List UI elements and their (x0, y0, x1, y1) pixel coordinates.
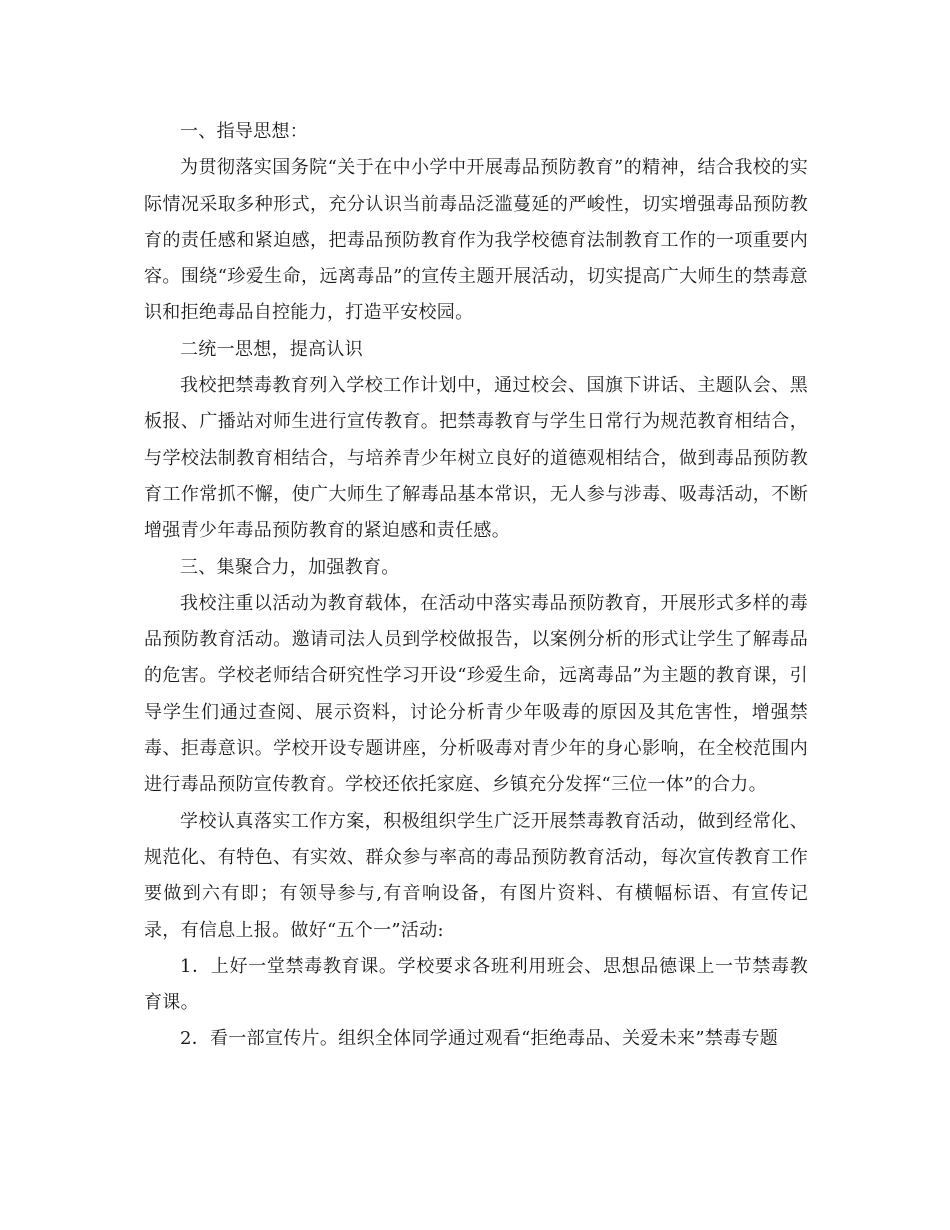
document-body (144, 114, 808, 1058)
paragraph-unify-thinking: 我校把禁毒教育列入学校工作计划中，通过校会、国旗下讲话、主题队会、黑板报、广播站对师生进行宣传教育。把禁毒教育与学生日常行为规范教育相结合，与学校法制教育相结合，与培养青少年树立良好的道德观相结合，做到毒品预防教育工作常抓不懈，使广大师生了解毒品基本常识，无人参与涉毒、吸毒活动，不断增强青少年毒品预防教育的紧迫感和责任感。 (144, 375, 808, 542)
paragraph-activities: 我校注重以活动为教育载体，在活动中落实毒品预防教育，开展形式多样的毒品预防教育活动。邀请司法人员到学校做报告，以案例分析的形式让学生了解毒品的危害。学校老师结合研究性学习开设“珍爱生命，远离毒品”为主题的教育课，引导学生们通过查阅、展示资料，讨论分析青少年吸毒的原因及其危害性，增强禁毒、拒毒意识。学校开设专题讲座，分析吸毒对青少年的身心影响，在全校范围内进行毒品预防宣传教育。学校还依托家庭、乡镇充分发挥“三位一体”的合力。 (144, 592, 808, 796)
paragraph-work-plan: 学校认真落实工作方案，积极组织学生广泛开展禁毒教育活动，做到经常化、规范化、有特色、有实效、群众参与率高的毒品预防教育活动，每次宣传教育工作要做到六有即；有领导参与,有音响设备，有图片资料、有横幅标语、有宣传记录，有信息上报。做好“五个一”活动: (144, 810, 808, 941)
list-item-drug-education-class: 1．上好一堂禁毒教育课。学校要求各班利用班会、思想品德课上一节禁毒教育课。 (144, 955, 808, 1014)
section-heading-guiding-ideology: 一、指导思想： (180, 121, 309, 142)
section-heading-unify-thinking: 二统一思想，提高认识 (180, 338, 363, 360)
paragraph-guiding-ideology: 为贯彻落实国务院“关于在中小学中开展毒品预防教育”的精神，结合我校的实际情况采取多种形式，充分认识当前毒品泛滥蔓延的严峻性，切实增强毒品预防教育的责任感和紧迫感，把毒品预防教育作为我学校德育法制教育工作的一项重要内容。围绕“珍爱生命，远离毒品”的宣传主题开展活动，切实提高广大师生的禁毒意识和拒绝毒品自控能力，打造平安校园。 (144, 157, 808, 324)
section-heading-strengthen-education: 三、集聚合力，加强教育。 (180, 556, 400, 578)
list-item-promo-film: 2．看一部宣传片。组织全体同学通过观看“拒绝毒品、关爱未来”禁毒专题 (180, 1028, 779, 1050)
